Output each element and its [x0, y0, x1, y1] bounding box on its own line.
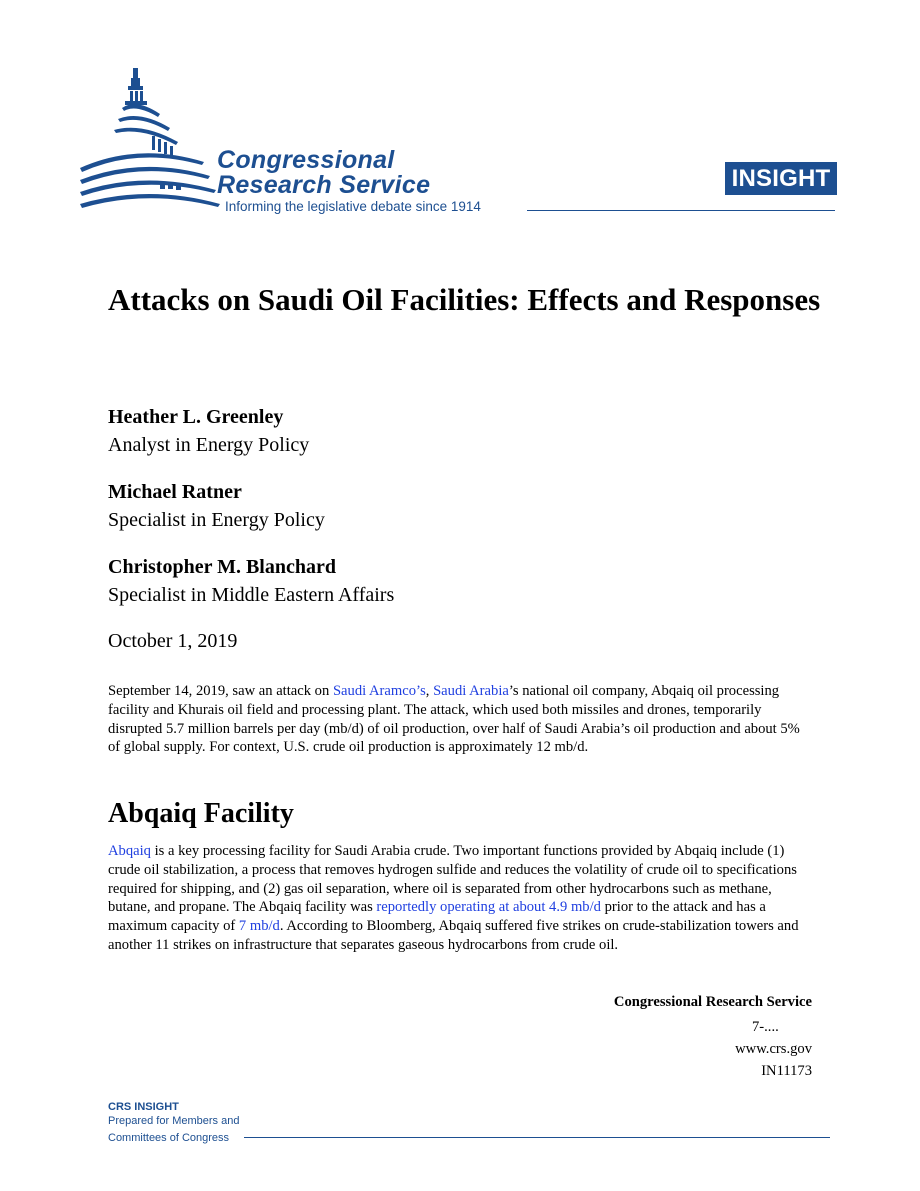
footer-label: CRS INSIGHT	[108, 1101, 179, 1113]
saudi-arabia-link[interactable]: Saudi Arabia	[433, 683, 509, 699]
saudi-aramco-link[interactable]: Saudi Aramco’s	[332, 683, 426, 699]
page-title: Attacks on Saudi Oil Facilities: Effects and Responses	[108, 282, 821, 317]
capitol-dome-icon	[78, 64, 223, 214]
abqaiq-link[interactable]: Abqaiq	[108, 843, 151, 859]
publication-date: October 1, 2019	[108, 630, 238, 652]
author-role: Specialist in Energy Policy	[108, 509, 325, 531]
footer-line1: Prepared for Members and	[108, 1115, 240, 1127]
capacity-link[interactable]: 7 mb/d	[238, 918, 280, 935]
author-name: Heather L. Greenley	[108, 406, 284, 428]
footer-phone: 7-....	[752, 1019, 779, 1035]
author-role: Specialist in Middle Eastern Affairs	[108, 584, 395, 606]
section-heading: Abqaiq Facility	[108, 798, 294, 829]
org-name-line2: Research Service	[217, 171, 431, 199]
org-name-line1: Congressional	[217, 146, 395, 174]
author-role: Analyst in Energy Policy	[108, 434, 310, 456]
author-name: Christopher M. Blanchard	[108, 556, 336, 578]
intro-paragraph: September 14, 2019, saw an attack on Saudi Aramco’s, Saudi Arabia’s national oil company, Abqaiq oil processing facility and Khurais oil field and processing plant. The attack, which used both missiles and drones, temporarily disrupted 5.7 million barrels per day (mb/d) of oil production, over half of Saudi Arabia’s oil production and about 5% of global supply. For context, U.S. crude oil production is approximately 12 mb/d.	[108, 683, 800, 756]
footer-id: IN11173	[761, 1063, 812, 1079]
footer-divider	[244, 1137, 830, 1138]
footer-line2: Committees of Congress	[108, 1132, 230, 1144]
reportedly-operating-link[interactable]: reportedly operating at about 4.9 mb/d	[376, 899, 601, 916]
author-name: Michael Ratner	[108, 481, 242, 503]
org-tagline: Informing the legislative debate since 1914	[225, 199, 481, 214]
footer-url: www.crs.gov	[735, 1041, 812, 1057]
header-divider	[527, 210, 835, 211]
footer-org: Congressional Research Service	[613, 994, 812, 1010]
insight-badge: INSIGHT	[725, 162, 837, 195]
section-paragraph: Abqaiq is a key processing facility for Saudi Arabia crude. Two important functions provided by Abqaiq include (1) crude oil stabilization, a process that removes hydrogen sulfide and reduces the volatility of crude oil to specifications required for shipping, and (2) gas oil separation, where oil is separated from other hydrocarbons such as methane, butane, and propane. The Abqaiq facility was reportedly operating at about 4.9 mb/d prior to the attack and has a maximum capacity of 7 mb/d. According to Bloomberg, Abqaiq suffered five strikes on crude-stabilization towers and another 11 strikes on infrastructure that separates gaseous hydrocarbons from crude oil.	[108, 843, 799, 953]
